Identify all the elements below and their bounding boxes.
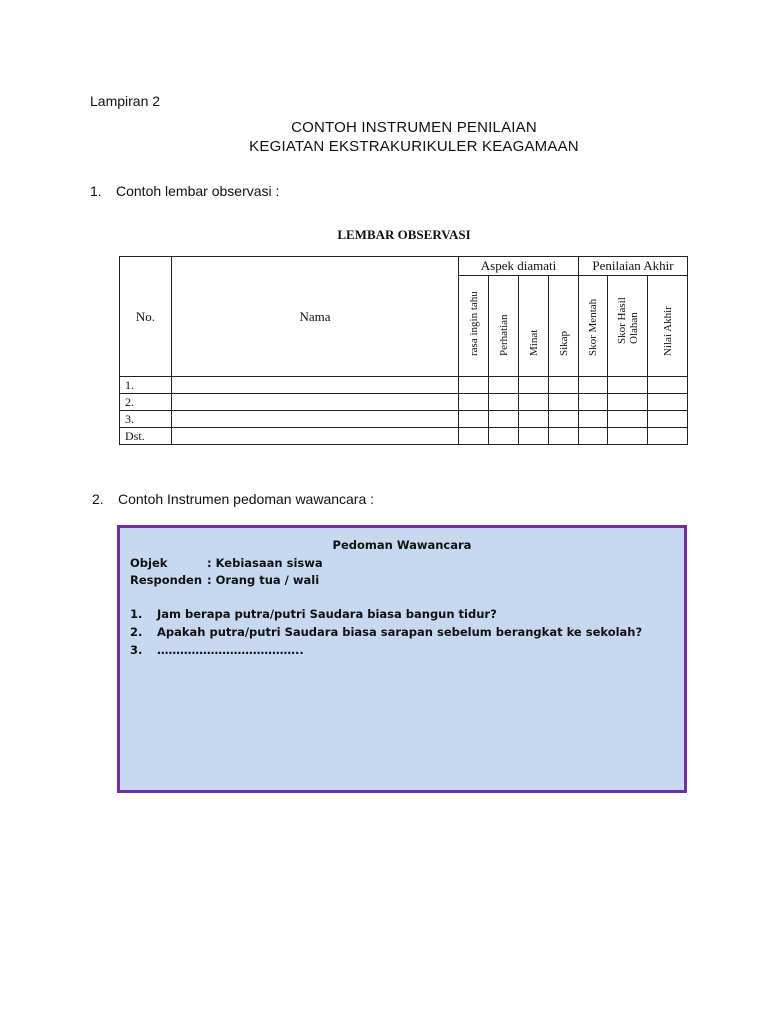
interview-question: [130, 607, 497, 621]
row-number: 3.: [120, 411, 172, 428]
observation-sheet-title: LEMBAR OBSERVASI: [337, 227, 471, 242]
column-header-rasa-ingin-tahu: rasa ingin tahu: [467, 291, 480, 356]
olahan-line: Olahan: [627, 312, 640, 344]
table-row: [120, 428, 688, 445]
column-header-nilai-akhir: Nilai Akhir: [661, 306, 674, 356]
interview-question: [130, 625, 642, 639]
question-text: ………………………………..: [157, 643, 304, 657]
column-header-perhatian: Perhatian: [497, 314, 510, 356]
column-header-skor-hasil-olahan: [616, 297, 640, 344]
responden-label: Responden: [130, 573, 203, 587]
column-header-minat: Minat: [527, 329, 540, 356]
group-header-penilaian: Penilaian Akhir: [579, 257, 688, 276]
row-number: 1.: [120, 377, 172, 394]
table-row: [120, 411, 688, 428]
section-2-heading: [92, 491, 374, 507]
section-1-number: 1.: [90, 183, 102, 199]
document-title-line-2: KEGIATAN EKSTRAKURIKULER KEAGAMAAN: [249, 138, 579, 155]
column-header-nama: Nama: [172, 257, 459, 377]
section-2-label: Contoh Instrumen pedoman wawancara :: [118, 491, 375, 507]
row-number: Dst.: [120, 428, 172, 445]
document-title-line-1: CONTOH INSTRUMEN PENILAIAN: [291, 119, 537, 136]
section-1-heading: [90, 183, 279, 199]
table-row: [120, 377, 688, 394]
interview-objek-line: [130, 556, 323, 570]
table-row: [120, 394, 688, 411]
objek-label: Objek: [130, 556, 168, 570]
question-text: Jam berapa putra/putri Saudara biasa bangun tidur?: [157, 607, 497, 621]
question-number: 1.: [130, 607, 143, 621]
question-text: Apakah putra/putri Saudara biasa sarapan sebelum berangkat ke sekolah?: [157, 625, 643, 639]
interview-guide-box: [117, 525, 687, 793]
group-header-aspek: Aspek diamati: [459, 257, 579, 276]
column-header-sikap: Sikap: [557, 330, 570, 356]
interview-guide-title: Pedoman Wawancara: [332, 538, 472, 552]
column-header-no: No.: [120, 257, 172, 377]
row-number: 2.: [120, 394, 172, 411]
appendix-label: Lampiran 2: [90, 93, 161, 109]
question-number: 3.: [130, 643, 143, 657]
objek-value: : Kebiasaan siswa: [207, 556, 323, 570]
skor-hasil-line: Skor Hasil: [615, 297, 628, 344]
interview-responden-line: [130, 573, 319, 587]
responden-value: : Orang tua / wali: [207, 573, 320, 587]
section-1-label: Contoh lembar observasi :: [116, 183, 280, 199]
column-header-skor-mentah: Skor Mentah: [587, 298, 599, 356]
section-2-number: 2.: [92, 491, 104, 507]
observation-table: [119, 256, 688, 445]
interview-question: [130, 643, 304, 657]
question-number: 2.: [130, 625, 143, 639]
